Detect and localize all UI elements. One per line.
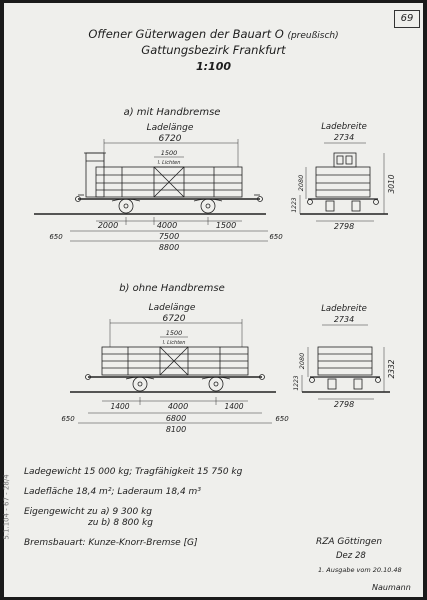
drawing-b-without-handbrake — [4, 279, 423, 449]
title-scale: 1:100 — [195, 60, 231, 73]
dim-8100-b: 8100 — [165, 425, 187, 434]
end-width-a: 2798 — [333, 222, 355, 231]
dim-4000-a: 4000 — [156, 221, 178, 230]
dim-1400-left-b: 1400 — [110, 402, 130, 411]
ladelaenge-label-a: Ladelänge — [146, 123, 194, 133]
ladelaenge-label-b: Ladelänge — [148, 303, 196, 313]
title-line-1 — [4, 27, 423, 41]
spec-bremsbauart: Bremsbauart: Kunze-Knorr-Bremse [G] — [24, 538, 198, 548]
ladelaenge-value-b: 6720 — [162, 314, 186, 324]
ladebreite-value-b: 2734 — [333, 315, 355, 324]
ladebreite-label-a: Ladebreite — [321, 122, 367, 132]
dim-4000-b: 4000 — [167, 402, 189, 411]
office-date: Dez 28 — [336, 551, 366, 561]
height-floor-b: 1223 — [293, 375, 300, 391]
margin-note: 5.1.104 - 67 - 28/4 — [2, 474, 11, 540]
title-main: Offener Güterwagen der Bauart O — [88, 27, 284, 41]
ladebreite-label-b: Ladebreite — [321, 304, 367, 314]
door-width-a: 1500 — [160, 149, 178, 157]
dim-650-right-a: 650 — [269, 233, 283, 241]
dim-7500-a: 7500 — [158, 232, 180, 241]
office-name: RZA Göttingen — [316, 537, 383, 547]
spec-eigengewicht-a: Eigengewicht zu a) 9 300 kg — [24, 507, 153, 517]
ladebreite-value-a: 2734 — [333, 133, 355, 142]
ladelaenge-value-a: 6720 — [158, 134, 182, 144]
page-number: 69 — [394, 10, 420, 28]
dim-8800-a: 8800 — [158, 243, 180, 252]
height-floor-a: 1223 — [291, 197, 298, 213]
end-width-b: 2798 — [333, 400, 355, 409]
spec-ladegewicht: Ladegewicht 15 000 kg; Tragfähigkeit 15 750 kg — [24, 467, 243, 477]
title-note: (preußisch) — [287, 31, 339, 41]
title-line-2: Gattungsbezirk Frankfurt — [141, 43, 286, 57]
height-side-b: 2080 — [298, 352, 306, 370]
dim-650-left-b: 650 — [61, 415, 75, 423]
dim-2000-a: 2000 — [97, 221, 119, 230]
drawing-sheet — [4, 3, 423, 597]
dim-1500-a: 1500 — [215, 221, 237, 230]
dim-6800-b: 6800 — [165, 414, 187, 423]
office-edition: 1. Ausgabe vom 20.10.48 — [318, 566, 402, 574]
height-total-a: 3010 — [387, 174, 396, 194]
signature: Naumann — [372, 583, 411, 592]
height-total-b: 2332 — [387, 359, 396, 379]
dim-1400-right-b: 1400 — [224, 402, 244, 411]
height-side-a: 2080 — [297, 174, 305, 192]
spec-ladeflaeche: Ladefläche 18,4 m²; Laderaum 18,4 m³ — [24, 487, 201, 497]
section-b-heading: b) ohne Handbremse — [119, 283, 225, 294]
spec-eigengewicht-b: zu b) 8 800 kg — [88, 518, 153, 528]
section-a-heading: a) mit Handbremse — [123, 107, 221, 118]
drawing-a-with-handbrake — [4, 103, 423, 283]
dim-650-right-b: 650 — [275, 415, 289, 423]
dim-650-left-a: 650 — [49, 233, 63, 241]
door-label-a: l. Lichten — [157, 160, 181, 166]
door-width-b: 1500 — [165, 329, 183, 337]
door-label-b: l. Lichten — [162, 340, 186, 346]
